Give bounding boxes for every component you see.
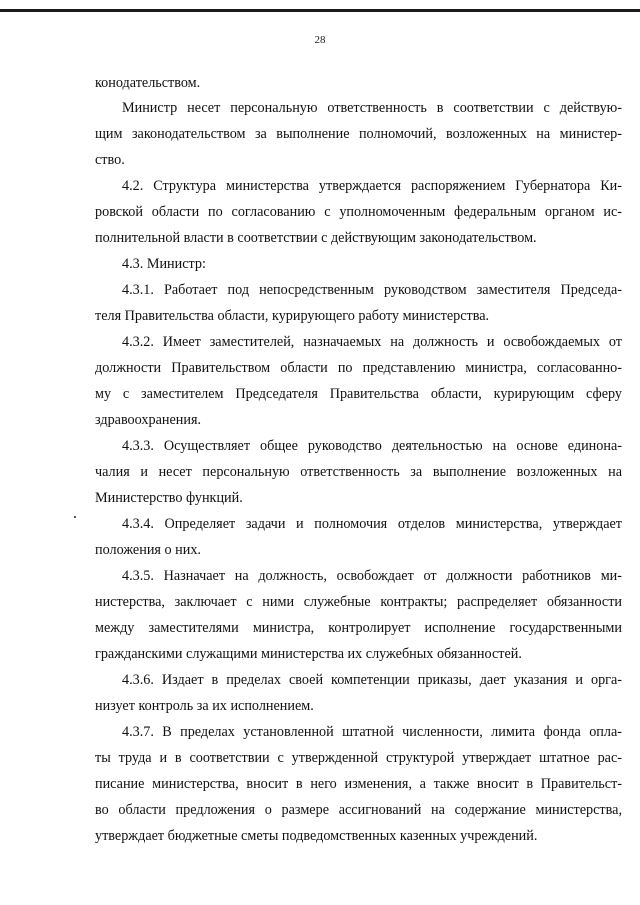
text-line: 4.3.4. Определяет задачи и полномочия отделов министерства, утверждает [122, 516, 622, 532]
text-line: теля Правительства области, курирующего работу министерства. [95, 308, 490, 324]
text-line: здравоохранения. [95, 412, 202, 428]
text-line: Министр несет персональную ответственность в соответствии с действую- [122, 100, 622, 116]
text-line: 4.2. Структура министерства утверждается распоряжением Губернатора Ки- [122, 178, 622, 194]
text-line: положения о них. [95, 542, 201, 558]
page-number: 28 [314, 34, 326, 46]
text-line: полнительной власти в соответствии с действующим законодательством. [95, 230, 537, 246]
text-line: ты труда и в соответствии с утвержденной структурой утверждает штатное рас- [95, 750, 622, 766]
margin-speck [74, 516, 76, 518]
text-line: должности Правительством области по представлению министра, согласованно- [95, 360, 622, 376]
text-line: гражданскими служащими министерства их служебных обязанностей. [95, 646, 522, 662]
text-line: ровской области по согласованию с уполномоченным федеральным органом ис- [95, 204, 622, 220]
text-line: Министерство функций. [95, 490, 243, 506]
text-line: 4.3.7. В пределах установленной штатной численности, лимита фонда опла- [122, 724, 622, 740]
text-line: утверждает бюджетные сметы подведомственных казенных учреждений. [95, 828, 538, 844]
text-line: щим законодательством за выполнение полномочий, возложенных на министер- [95, 126, 622, 142]
text-line: писание министерства, вносит в него изменения, а также вносит в Правительст- [95, 776, 622, 792]
text-line: 4.3.2. Имеет заместителей, назначаемых на должность и освобождаемых от [122, 334, 622, 350]
text-line: ство. [95, 152, 125, 168]
text-line: конодательством. [95, 75, 201, 91]
text-line: чалия и несет персональную ответственность за выполнение возложенных на [95, 464, 622, 480]
section-heading: 4.3. Министр: [122, 256, 206, 272]
text-line: 4.3.3. Осуществляет общее руководство деятельностью на основе единона- [122, 438, 622, 454]
text-line: 4.3.6. Издает в пределах своей компетенции приказы, дает указания и орга- [122, 672, 622, 688]
text-line: 4.3.1. Работает под непосредственным руководством заместителя Председа- [122, 282, 622, 298]
text-line: 4.3.5. Назначает на должность, освобождает от должности работников ми- [122, 568, 622, 584]
top-border-line [0, 9, 640, 12]
text-line: нистерства, заключает с ними служебные контракты; распределяет обязанности [95, 594, 622, 610]
text-line: му с заместителем Председателя Правительства области, курирующим сферу [95, 386, 622, 402]
text-line: между заместителями министра, контролирует исполнение государственными [95, 620, 622, 636]
text-line: во области предложения о размере ассигнований на содержание министерства, [95, 802, 622, 818]
text-line: низует контроль за их исполнением. [95, 698, 314, 714]
